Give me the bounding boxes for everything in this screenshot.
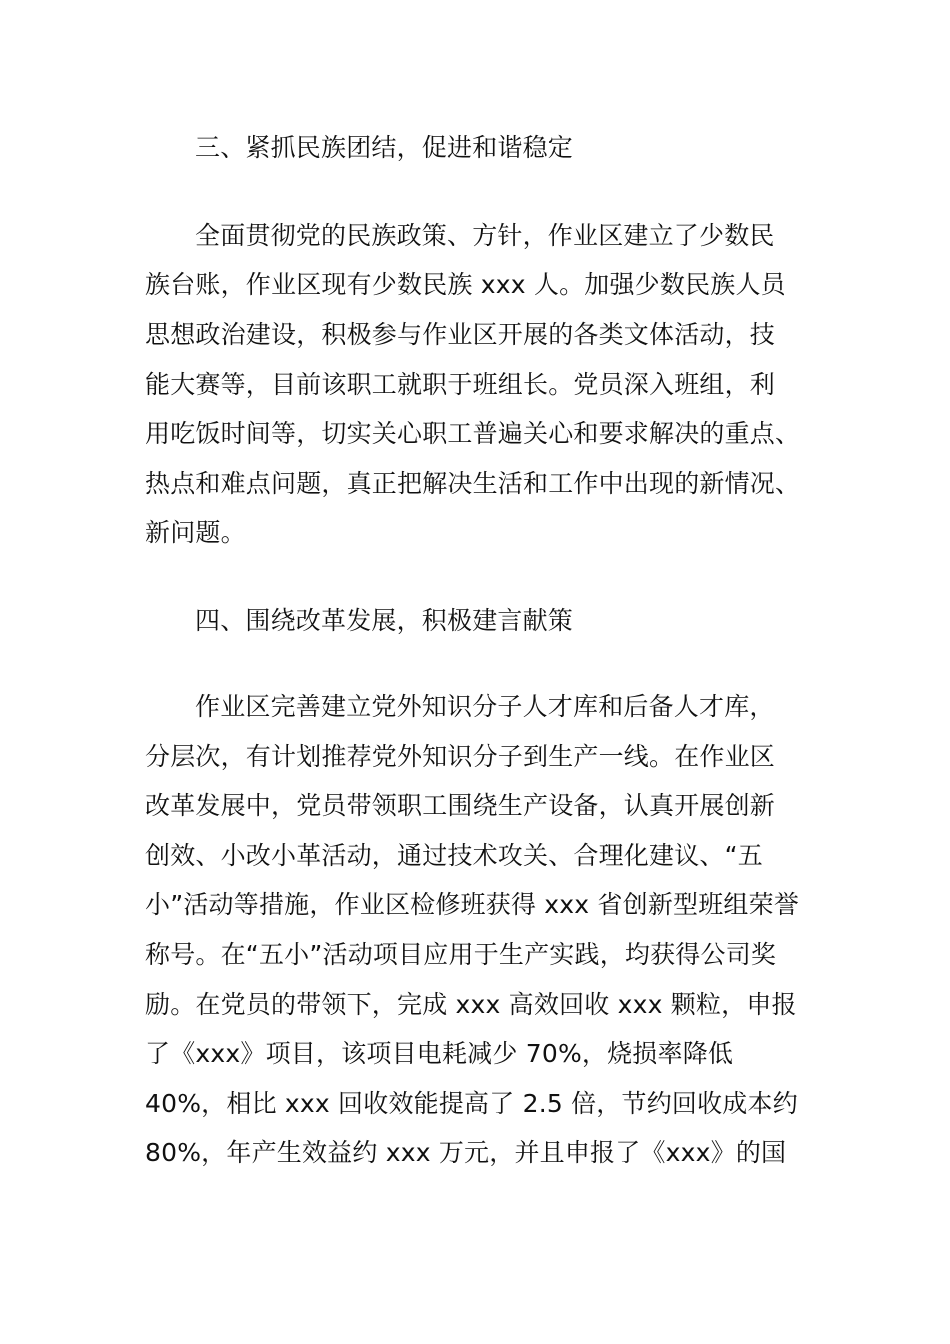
section-4-line-5: 小”活动等措施，作业区检修班获得 xxx 省创新型班组荣誉 [145, 890, 800, 919]
section-3-line-2: 族台账，作业区现有少数民族 xxx 人。加强少数民族人员 [145, 270, 786, 299]
section-4-line-6: 称号。在“五小”活动项目应用于生产实践，均获得公司奖 [145, 940, 777, 969]
section-4-line-10: 80%，年产生效益约 xxx 万元，并且申报了《xxx》的国 [145, 1138, 787, 1167]
section-4-line-2: 分层次，有计划推荐党外知识分子到生产一线。在作业区 [145, 742, 776, 771]
section-4-line-3: 改革发展中，党员带领职工围绕生产设备，认真开展创新 [145, 791, 776, 820]
section-4-line-7: 励。在党员的带领下，完成 xxx 高效回收 xxx 颗粒，申报 [145, 990, 797, 1019]
section-3-line-1: 全面贯彻党的民族政策、方针，作业区建立了少数民 [195, 221, 775, 250]
section-4-line-9: 40%，相比 xxx 回收效能提高了 2.5 倍，节约回收成本约 [145, 1089, 798, 1118]
section-3-line-5: 用吃饭时间等，切实关心职工普遍关心和要求解决的重点、 [145, 419, 801, 448]
section-4-line-4: 创效、小改小革活动，通过技术攻关、合理化建议、“五 [145, 841, 763, 870]
section-3-line-3: 思想政治建设，积极参与作业区开展的各类文体活动，技 [145, 320, 776, 349]
section-4-line-1: 作业区完善建立党外知识分子人才库和后备人才库， [195, 692, 775, 721]
section-3-line-7: 新问题。 [145, 518, 246, 547]
section-4-heading: 四、围绕改革发展，积极建言献策 [195, 606, 574, 635]
section-3-line-6: 热点和难点问题，真正把解决生活和工作中出现的新情况、 [145, 469, 801, 498]
section-4-line-8: 了《xxx》项目，该项目电耗减少 70%，烧损率降低 [145, 1039, 734, 1068]
section-3-heading: 三、紧抓民族团结，促进和谐稳定 [195, 133, 574, 162]
section-3-line-4: 能大赛等，目前该职工就职于班组长。党员深入班组，利 [145, 370, 776, 399]
